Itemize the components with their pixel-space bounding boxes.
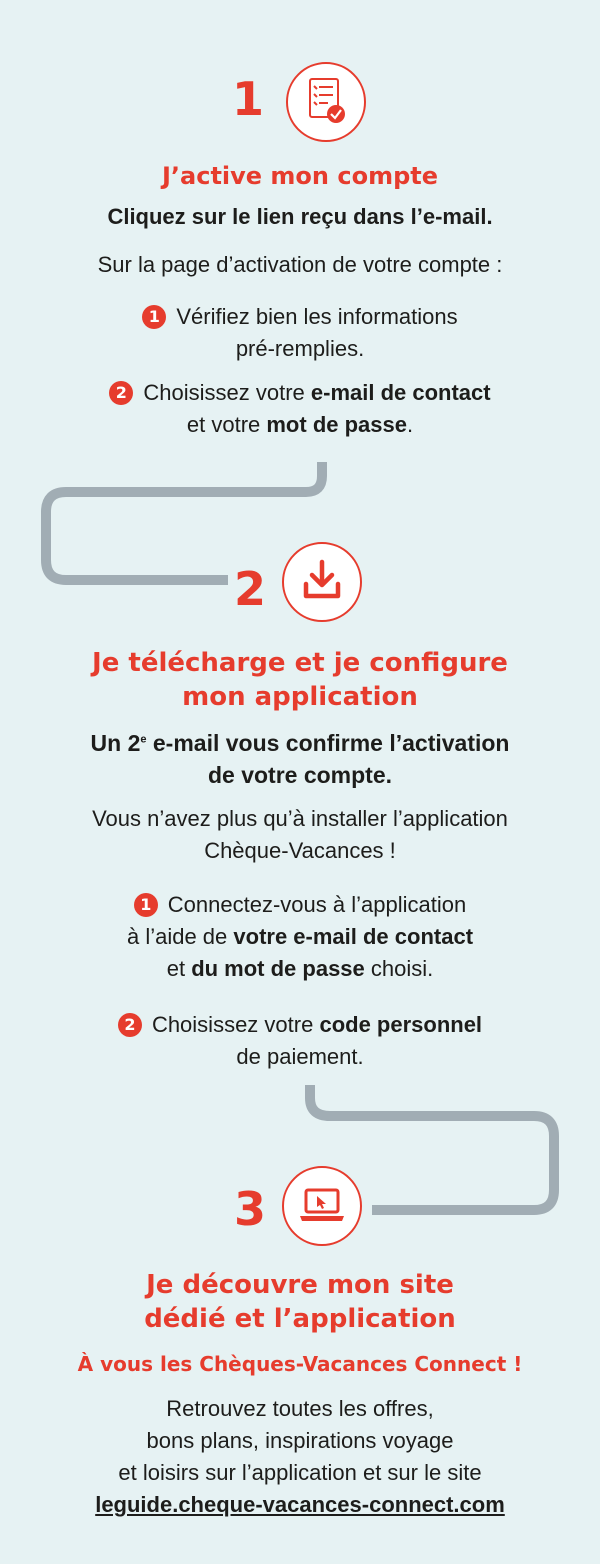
step2-intro-line1: Vous n’avez plus qu’à installer l’application	[92, 806, 508, 831]
step2-title-line1: Je télécharge et je configure	[92, 648, 508, 678]
checklist-icon	[288, 64, 364, 140]
step1-item2-line2-pre: et votre	[186, 412, 267, 437]
step-number-3: 3	[234, 1182, 267, 1236]
step2-title-line2: mon application	[182, 682, 418, 712]
step2-item1-line2-bold: votre e-mail de contact	[233, 924, 474, 949]
step3-text-line1: Retrouvez toutes les offres,	[166, 1396, 434, 1421]
step-number-1: 1	[232, 72, 265, 126]
step1-item1-line1: Vérifiez bien les informations	[176, 304, 458, 329]
step2-item2	[0, 1012, 600, 1038]
download-icon	[284, 544, 360, 620]
badge-1: 1	[142, 305, 166, 329]
step1-item2-line2	[0, 412, 600, 438]
step1-intro: Sur la page d’activation de votre compte :	[97, 252, 503, 277]
step1-item2-bold2: mot de passe	[266, 412, 407, 437]
site-link[interactable]: leguide.cheque-vacances-connect.com	[95, 1492, 505, 1517]
step2-item1-line2-pre: à l’aide de	[126, 924, 234, 949]
step3-title-line1: Je découvre mon site	[146, 1270, 454, 1300]
step2-item2-bold: code personnel	[319, 1012, 483, 1037]
step2-item1-line3-post: choisi.	[364, 956, 434, 981]
step1-item2-pre: Choisissez votre	[143, 380, 311, 405]
step2-subtitle-sup: e	[140, 733, 147, 746]
step2-subtitle-line2: de votre compte.	[207, 762, 393, 788]
step2-item1-line3	[0, 956, 600, 982]
step2-subtitle-pre: Un 2	[90, 730, 141, 756]
step1-title: J’active mon compte	[161, 162, 439, 190]
step2-subtitle	[0, 730, 600, 757]
checklist-icon-circle	[286, 62, 366, 142]
badge-2: 2	[118, 1013, 142, 1037]
badge-1: 1	[134, 893, 158, 917]
step2-item1-line1: Connectez-vous à l’application	[167, 892, 467, 917]
step2-item1	[0, 892, 600, 918]
step1-subtitle: Cliquez sur le lien reçu dans l’e-mail.	[107, 204, 493, 229]
step1-item1	[0, 304, 600, 330]
step2-item1-line2	[0, 924, 600, 950]
step1-item2-bold1: e-mail de contact	[310, 380, 491, 405]
step1-item2	[0, 380, 600, 406]
step3-text-line3: et loisirs sur l’application et sur le site	[118, 1460, 482, 1485]
laptop-cursor-icon	[284, 1168, 360, 1244]
laptop-icon-circle	[282, 1166, 362, 1246]
step2-item1-line3-bold: du mot de passe	[191, 956, 365, 981]
step2-item2-pre: Choisissez votre	[151, 1012, 320, 1037]
step1-item2-line2-post: .	[406, 412, 414, 437]
step3-subtitle: À vous les Chèques-Vacances Connect !	[77, 1352, 523, 1376]
step3-text-line2: bons plans, inspirations voyage	[146, 1428, 454, 1453]
step2-item1-line3-pre: et	[166, 956, 192, 981]
step2-intro-line2: Chèque-Vacances !	[204, 838, 396, 863]
step-number-2: 2	[234, 562, 267, 616]
download-icon-circle	[282, 542, 362, 622]
step3-title-line2: dédié et l’application	[144, 1304, 456, 1334]
step2-subtitle-post: e-mail vous confirme l’activation	[146, 730, 510, 756]
step2-item2-line2: de paiement.	[236, 1044, 364, 1069]
badge-2: 2	[109, 381, 133, 405]
step1-item1-line2: pré-remplies.	[235, 336, 365, 361]
